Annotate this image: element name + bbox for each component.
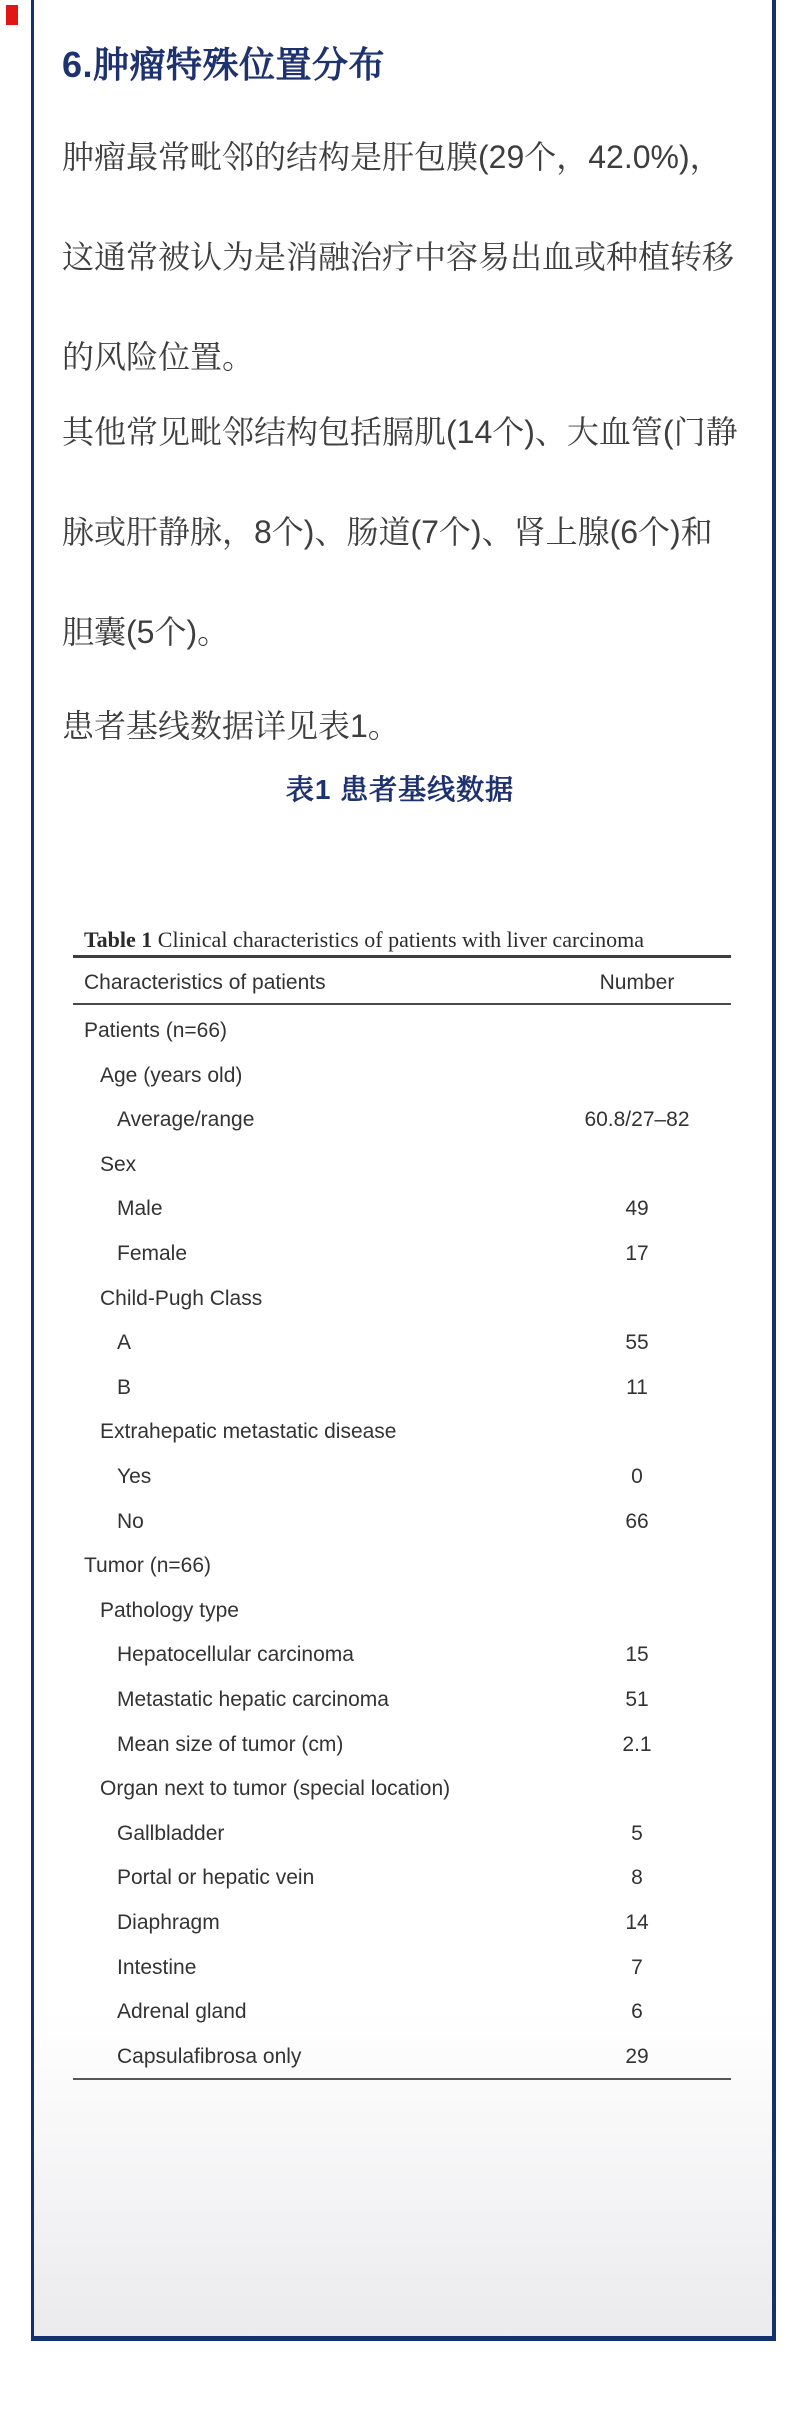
row-value: 66 — [625, 1509, 649, 1533]
paragraph-baseline-ref — [62, 676, 738, 776]
row-value: 49 — [625, 1197, 649, 1221]
table-row — [73, 1543, 731, 1588]
row-label: Female — [117, 1242, 188, 1265]
row-label: A — [117, 1331, 132, 1355]
row-label: Male — [117, 1197, 163, 1221]
table-row — [73, 1186, 731, 1231]
row-value: 5 — [631, 1821, 643, 1845]
row-label: Mean size of tumor (cm) — [117, 1732, 344, 1756]
table-row — [73, 1855, 731, 1900]
row-value: 51 — [625, 1688, 649, 1711]
row-value: 15 — [625, 1643, 649, 1667]
table-caption-cn: 表1 患者基线数据 — [285, 774, 515, 805]
header-number: Number — [599, 971, 675, 994]
table-row — [73, 1677, 731, 1722]
row-label: Age (years old) — [100, 1063, 243, 1087]
row-label: Extrahepatic metastatic disease — [100, 1420, 397, 1444]
table-header-rule — [73, 1003, 731, 1005]
table-row — [73, 1365, 731, 1410]
table-row — [73, 1766, 731, 1811]
table-title-rest: Clinical characteristics of patients with liver carcinoma — [152, 927, 645, 952]
row-label: B — [117, 1375, 132, 1399]
row-label: Adrenal gland — [117, 2000, 247, 2024]
row-label: Sex — [100, 1152, 137, 1176]
table-bottom-rule — [73, 2078, 731, 2080]
paragraph-line: 这通常被认为是消融治疗中容易出血或种植转移 — [62, 239, 735, 275]
paragraph-tumor-location — [62, 107, 738, 407]
table-row — [73, 1276, 731, 1321]
row-label: Diaphragm — [117, 1911, 220, 1934]
table-header-row — [73, 963, 731, 1003]
paragraph-line: 的风险位置。 — [62, 339, 255, 375]
table-row — [73, 2034, 731, 2079]
row-label: Tumor (n=66) — [84, 1554, 212, 1578]
table-row — [73, 1454, 731, 1499]
table-title-en — [84, 925, 724, 955]
row-label: Child-Pugh Class — [100, 1286, 263, 1310]
row-label: Gallbladder — [117, 1821, 225, 1845]
row-value: 6 — [631, 2000, 643, 2024]
row-label: Capsulafibrosa only — [117, 2044, 302, 2068]
table-top-rule — [73, 955, 731, 958]
table-row — [73, 1409, 731, 1454]
row-value: 11 — [626, 1375, 648, 1399]
table-row — [73, 1811, 731, 1856]
table-row — [73, 1989, 731, 2034]
paragraph-line: 胆囊(5个)。 — [62, 614, 230, 650]
row-value: 60.8/27–82 — [584, 1108, 690, 1132]
table-row — [73, 1142, 731, 1187]
table-row — [73, 1097, 731, 1142]
row-label: Average/range — [117, 1108, 255, 1132]
row-value: 7 — [631, 1955, 643, 1979]
row-label: Yes — [117, 1465, 152, 1488]
table-row — [73, 1053, 731, 1098]
header-characteristics: Characteristics of patients — [84, 971, 326, 994]
row-label: Patients (n=66) — [84, 1019, 228, 1042]
row-label: Pathology type — [100, 1598, 239, 1622]
paragraph-line: 其他常见毗邻结构包括膈肌(14个)、大血管(门静 — [62, 414, 738, 450]
table-row — [73, 1588, 731, 1633]
table-row — [73, 1722, 731, 1767]
journal-table — [73, 925, 731, 2090]
row-label: Hepatocellular carcinoma — [117, 1643, 354, 1667]
paragraph-line: 肿瘤最常毗邻的结构是肝包膜(29个，42.0%)， — [62, 139, 722, 175]
row-value: 55 — [625, 1331, 649, 1355]
table-row — [73, 1900, 731, 1945]
row-value: 17 — [625, 1242, 649, 1265]
row-label: Organ next to tumor (special location) — [100, 1777, 451, 1801]
table-row — [73, 1499, 731, 1544]
paragraph-line: 脉或肝静脉，8个)、肠道(7个)、肾上腺(6个)和 — [62, 514, 713, 550]
row-label: No — [117, 1509, 144, 1533]
section-heading: 6.肿瘤特殊位置分布 — [62, 44, 386, 85]
row-label: Portal or hepatic vein — [117, 1866, 315, 1890]
table-title-bold: Table 1 — [84, 927, 153, 952]
row-label: Intestine — [117, 1955, 197, 1979]
row-value: 2.1 — [622, 1732, 652, 1756]
table-row — [73, 1632, 731, 1677]
table-row — [73, 1945, 731, 1990]
row-value: 14 — [625, 1911, 649, 1934]
table-row — [73, 1008, 731, 1053]
table-row — [73, 1320, 731, 1365]
paragraph-line: 患者基线数据详见表1。 — [62, 708, 400, 744]
row-value: 0 — [631, 1465, 643, 1488]
row-label: Metastatic hepatic carcinoma — [117, 1688, 389, 1711]
corner-red-mark — [6, 5, 18, 25]
paragraph-adjacent-structures — [62, 382, 738, 682]
row-value: 29 — [625, 2044, 649, 2068]
table-row — [73, 1231, 731, 1276]
row-value: 8 — [631, 1866, 643, 1890]
